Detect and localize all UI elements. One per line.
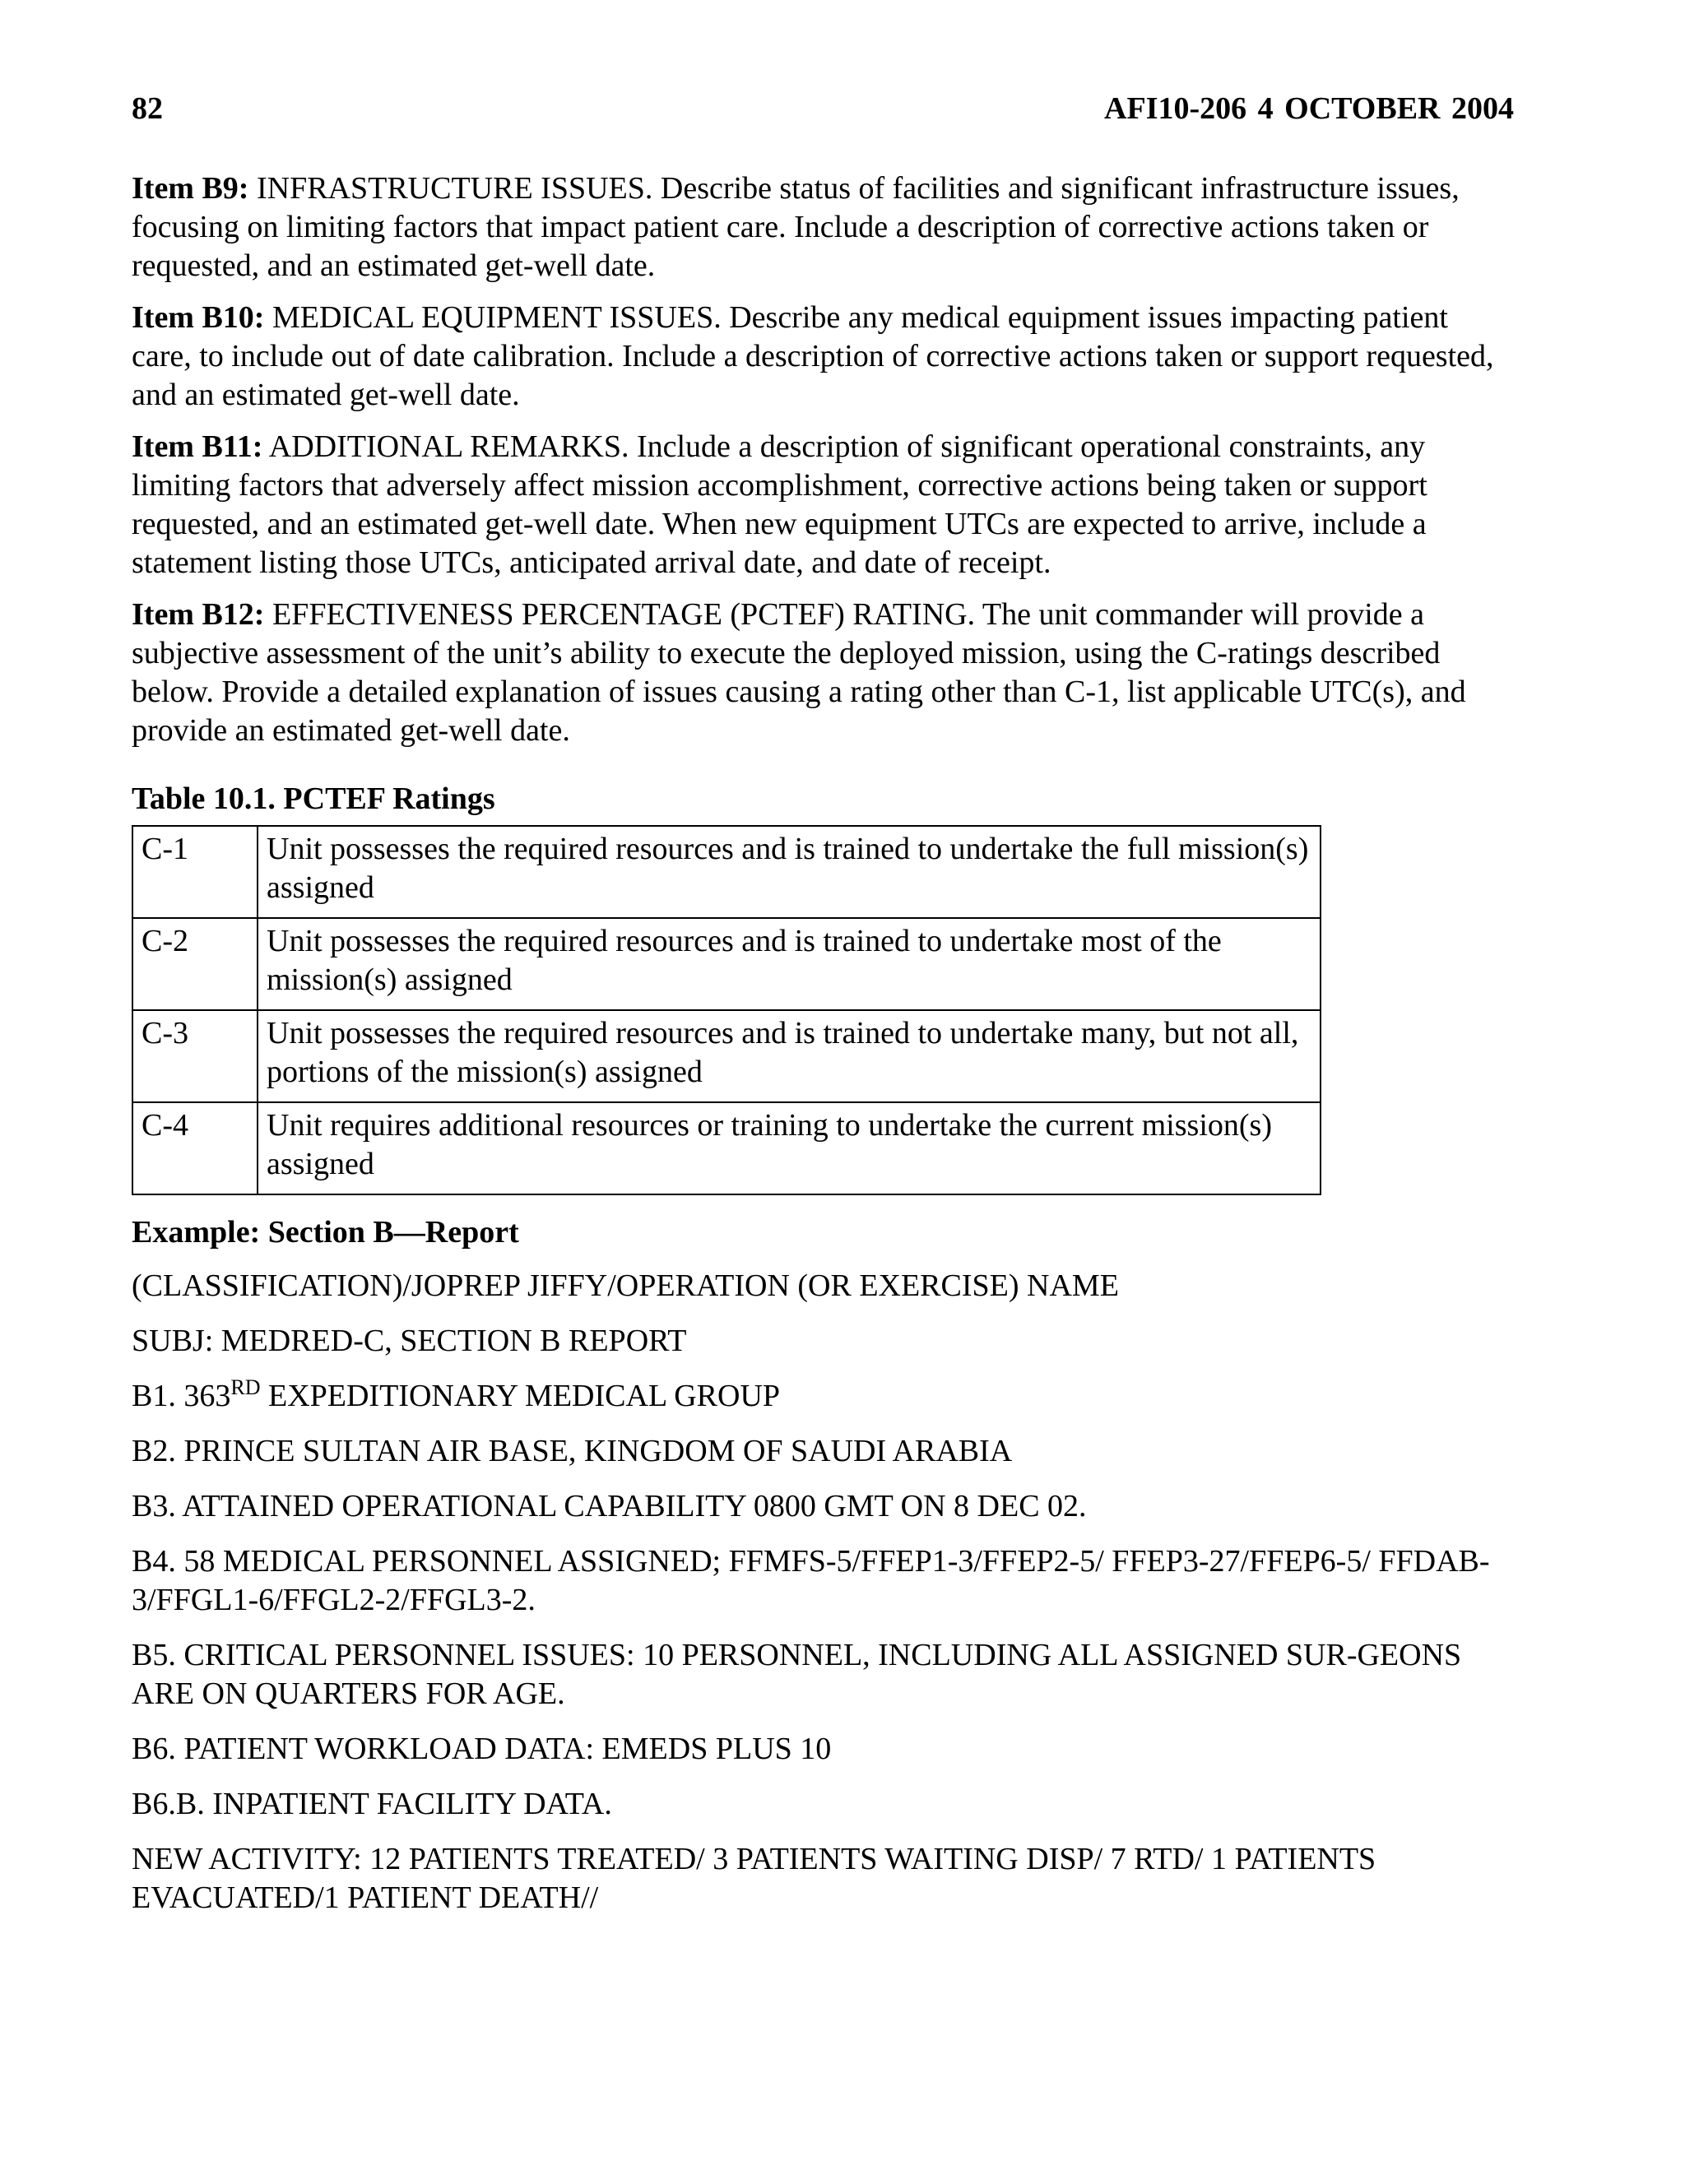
table-row (132, 1010, 1321, 1102)
document-page (132, 89, 1514, 1934)
rating-code: C-2 (132, 918, 258, 1010)
table-caption: Table 10.1. PCTEF Ratings (132, 781, 495, 816)
rating-code: C-4 (132, 1102, 258, 1194)
item-text: INFRASTRUCTURE ISSUES. Describe status of facilities and significant infrastructure issues, focusing on limiting factors that impact patient care. Include a description of corrective actions taken or requested, and an estimated get-well date. (132, 171, 1460, 283)
b1-suffix: EXPEDITIONARY MEDICAL GROUP (260, 1379, 781, 1413)
report-line-b5: B5. CRITICAL PERSONNEL ISSUES: 10 PERSONNEL, INCLUDING ALL ASSIGNED SUR-GEONS ARE ON QUARTERS FOR AGE. (132, 1638, 1462, 1711)
item-b12-paragraph (132, 596, 1514, 750)
item-label: Item B11: (132, 429, 263, 464)
rating-description: Unit possesses the required resources and is trained to undertake many, but not all, portions of the mission(s) assigned (258, 1010, 1321, 1102)
rating-description: Unit possesses the required resources and is trained to undertake most of the mission(s) assigned (258, 918, 1321, 1010)
report-line-b4: B4. 58 MEDICAL PERSONNEL ASSIGNED; FFMFS-5/FFEP1-3/FFEP2-5/ FFEP3-27/FFEP6-5/ FFDAB-3/FFGL1-6/FFGL2-2/FFGL3-2. (132, 1544, 1490, 1617)
b1-prefix: B1. 363 (132, 1379, 231, 1413)
page-header (132, 89, 1514, 128)
rating-description: Unit requires additional resources or training to undertake the current mission(s) assigned (258, 1102, 1321, 1194)
example-title: Example: Section B—Report (132, 1215, 519, 1250)
report-line-new-activity: NEW ACTIVITY: 12 PATIENTS TREATED/ 3 PATIENTS WAITING DISP/ 7 RTD/ 1 PATIENTS EVACUATED/1 PATIENT DEATH// (132, 1842, 1376, 1915)
pctef-ratings-table (132, 825, 1321, 1195)
rating-code: C-1 (132, 826, 258, 918)
rating-code: C-3 (132, 1010, 258, 1102)
report-line-b6: B6. PATIENT WORKLOAD DATA: EMEDS PLUS 10 (132, 1732, 832, 1766)
report-classification-line: (CLASSIFICATION)/JOPREP JIFFY/OPERATION (OR EXERCISE) NAME (132, 1268, 1119, 1303)
report-subject-line: SUBJ: MEDRED-C, SECTION B REPORT (132, 1324, 687, 1358)
item-text: EFFECTIVENESS PERCENTAGE (PCTEF) RATING. The unit commander will provide a subjective assessment of the unit’s ability to execute the deployed mission, using the C-ratings described below. Provide a detailed explanation of issues causing a rating other than C-1, list applicable UTC(s), and provide an estimated get-well date. (132, 597, 1466, 748)
table-row (132, 826, 1321, 918)
page-number: 82 (132, 91, 163, 126)
item-b9-paragraph (132, 169, 1514, 285)
rating-description: Unit possesses the required resources and is trained to undertake the full mission(s) assigned (258, 826, 1321, 918)
item-b11-paragraph (132, 428, 1514, 582)
item-text: ADDITIONAL REMARKS. Include a description of significant operational constraints, any limiting factors that adversely affect mission accomplishment, corrective actions being taken or support requested, and an estimated get-well date. When new equipment UTCs are expected to arrive, include a statement listing those UTCs, anticipated arrival date, and date of receipt. (132, 429, 1427, 580)
item-label: Item B9: (132, 171, 249, 206)
item-label: Item B12: (132, 597, 265, 632)
item-label: Item B10: (132, 300, 265, 335)
b1-superscript: RD (230, 1375, 261, 1399)
report-line-b1 (132, 1377, 1514, 1416)
report-line-b3: B3. ATTAINED OPERATIONAL CAPABILITY 0800 GMT ON 8 DEC 02. (132, 1489, 1087, 1523)
item-text: MEDICAL EQUIPMENT ISSUES. Describe any medical equipment issues impacting patient care, to include out of date calibration. Include a description of corrective actions taken or support requested, and an estimated get-well date. (132, 300, 1494, 412)
table-row (132, 918, 1321, 1010)
report-line-b2: B2. PRINCE SULTAN AIR BASE, KINGDOM OF SAUDI ARABIA (132, 1434, 1013, 1468)
table-row (132, 1102, 1321, 1194)
report-line-b6b: B6.B. INPATIENT FACILITY DATA. (132, 1787, 612, 1821)
document-id: AFI10-206 4 OCTOBER 2004 (1104, 91, 1514, 126)
item-b10-paragraph (132, 299, 1514, 415)
